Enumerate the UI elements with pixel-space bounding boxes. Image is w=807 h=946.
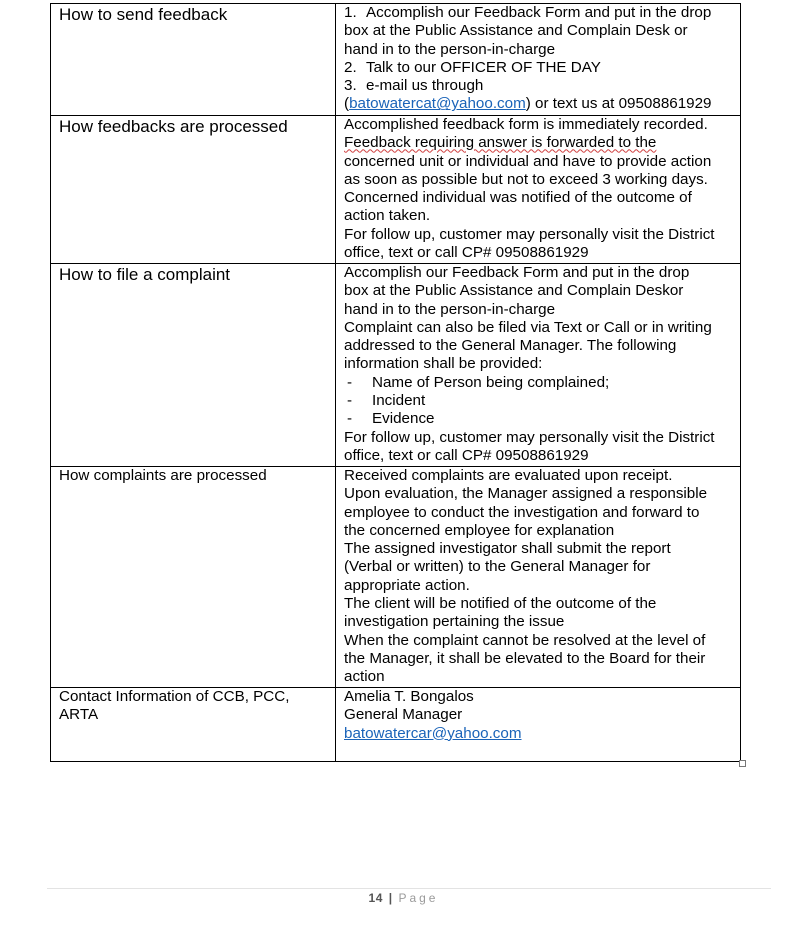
row-answer: [336, 264, 741, 467]
page-label: Page: [398, 891, 439, 905]
list-item: 2. Talk to our OFFICER OF THE DAY: [344, 58, 601, 76]
table-row: [51, 116, 741, 264]
text-line: Accomplished feedback form is immediately recorded.: [344, 116, 708, 133]
contact-name: Amelia T. Bongalos: [344, 688, 474, 705]
text-line: action: [344, 668, 385, 686]
email-link[interactable]: batowatercar@yahoo.com: [344, 724, 522, 742]
row-question: How to send feedback: [51, 4, 336, 116]
text-line: investigation pertaining the issue: [344, 613, 565, 631]
row-question: How feedbacks are processed: [51, 116, 336, 264]
text-line: box at the Public Assistance and Complain Deskor: [344, 282, 684, 300]
text-line: For follow up, customer may personally visit the District: [344, 225, 715, 243]
row-answer: [336, 688, 741, 762]
list-item: box at the Public Assistance and Complain Desk or: [344, 22, 688, 40]
text-line: When the complaint cannot be resolved at the level of: [344, 631, 706, 649]
bullet-item: - Name of Person being complained;: [347, 373, 610, 391]
text-line: employee to conduct the investigation and forward to: [344, 503, 700, 521]
contact-title: General Manager: [344, 706, 463, 724]
row-answer: [336, 4, 741, 116]
text-line: Concerned individual was notified of the outcome of: [344, 189, 692, 207]
text-line: the Manager, it shall be elevated to the Board for their: [344, 649, 706, 667]
text-line: office, text or call CP# 09508861929: [344, 446, 589, 464]
text-line: Feedback requiring answer is forwarded to the: [344, 134, 657, 152]
email-link[interactable]: batowatercat@yahoo.com: [349, 95, 526, 113]
bullet-item: - Incident: [347, 392, 426, 410]
page-number: 14: [368, 891, 383, 905]
email-line: (batowatercat@yahoo.com) or text us at 09508861929: [344, 95, 712, 113]
list-item: 3. e-mail us through: [344, 77, 484, 95]
text-line: (Verbal or written) to the General Manager for: [344, 558, 651, 576]
table-row: [51, 467, 741, 688]
text-line: Upon evaluation, the Manager assigned a responsible: [344, 485, 708, 503]
text-line: action taken.: [344, 207, 431, 225]
page-footer: [0, 891, 807, 905]
text-line: Received complaints are evaluated upon receipt.: [344, 467, 673, 484]
list-item: 1. Accomplish our Feedback Form and put in the drop: [344, 4, 712, 21]
list-item: hand in to the person-in-charge: [344, 40, 556, 58]
text-line: The assigned investigator shall submit the report: [344, 540, 671, 558]
table-row: [51, 264, 741, 467]
text-line: concerned unit or individual and have to provide action: [344, 152, 712, 170]
footer-separator: |: [388, 891, 393, 905]
text-line: as soon as possible but not to exceed 3 working days.: [344, 170, 708, 188]
text-line: For follow up, customer may personally visit the District: [344, 428, 715, 446]
text-line: the concerned employee for explanation: [344, 521, 615, 539]
bullet-item: - Evidence: [347, 410, 435, 428]
text-line: office, text or call CP# 09508861929: [344, 244, 589, 262]
table-row: [51, 4, 741, 116]
text-line: hand in to the person-in-charge: [344, 300, 556, 318]
footer-divider: [47, 888, 771, 889]
row-answer: [336, 116, 741, 264]
service-info-table: [50, 3, 741, 762]
table-resize-handle[interactable]: [739, 760, 746, 767]
row-answer: [336, 467, 741, 688]
row-question: How complaints are processed: [51, 467, 336, 688]
table-row: [51, 688, 741, 762]
text-line: appropriate action.: [344, 576, 470, 594]
text-line: addressed to the General Manager. The following: [344, 337, 677, 355]
row-question: Contact Information of CCB, PCC, ARTA: [51, 688, 336, 762]
text-line: information shall be provided:: [344, 355, 543, 373]
contact-email-line: [344, 725, 738, 743]
text-line: Accomplish our Feedback Form and put in the drop: [344, 264, 690, 281]
row-question: How to file a complaint: [51, 264, 336, 467]
text-line: Complaint can also be filed via Text or Call or in writing: [344, 318, 712, 336]
text-line: The client will be notified of the outcome of the: [344, 595, 657, 613]
